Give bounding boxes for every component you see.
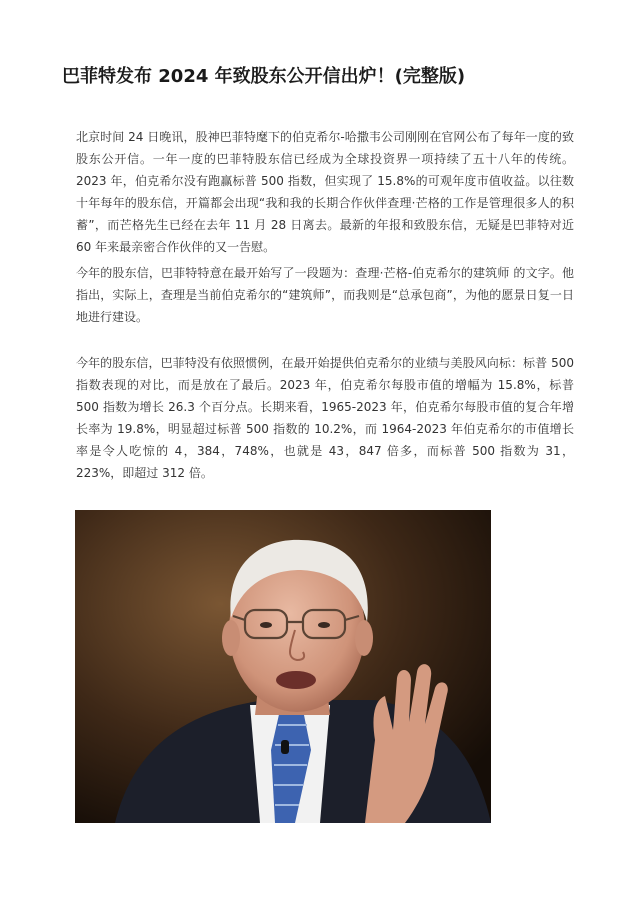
right-eye — [318, 622, 330, 628]
left-ear — [222, 620, 240, 656]
microphone-icon — [281, 740, 289, 754]
paragraph-intro: 北京时间 24 日晚讯，股神巴菲特麾下的伯克希尔-哈撒韦公司刚刚在官网公布了每年一度的致股东公开信。一年一度的巴菲特股东信已经成为全球投资界一项持续了五十八年的传统。2023 年，伯克希尔没有跑赢标普 500 指数，但实现了 15.8%的可观年度市值收益。以往数十年每年的股东信，开篇都会出现“我和我的长期合作伙伴查理·芒格的工作是管理很多人的积蓄”，而芒格先生已经在去年 11 月 28 日离去。最新的年报和致股东信，无疑是巴菲特对近 60 年来最亲密合作伙伴的又一告慰。 — [76, 130, 574, 254]
right-ear — [355, 620, 373, 656]
left-eye — [260, 622, 272, 628]
paragraph-architect: 今年的股东信，巴菲特特意在最开始写了一段题为：查理·芒格-伯克希尔的建筑师 的文字。他指出，实际上，查理是当前伯克希尔的“建筑师”，而我则是“总承包商”，为他的愿景日复一日地进行建设。 — [76, 266, 574, 324]
paragraph-performance: 今年的股东信，巴菲特没有依照惯例，在最开始提供伯克希尔的业绩与美股风向标：标普 500 指数表现的对比，而是放在了最后。2023 年，伯克希尔每股市值的增幅为 15.8%，标普 500 指数为增长 26.3 个百分点。长期来看，1965-2023 年，伯克希尔每股市值的复合年增长率为 19.8%，明显超过标普 500 指数的 10.2%，而 1964-2023 年伯克希尔的市值增长率是令人吃惊的 4，384，748%，也就是 43，847 倍多，而标普 500 指数为 31，223%，即超过 312 倍。 — [76, 356, 574, 480]
mouth — [276, 671, 316, 689]
article-title: 巴菲特发布 2024 年致股东公开信出炉！(完整版) — [62, 66, 466, 87]
article-photo — [75, 510, 491, 823]
portrait-illustration — [75, 510, 491, 823]
